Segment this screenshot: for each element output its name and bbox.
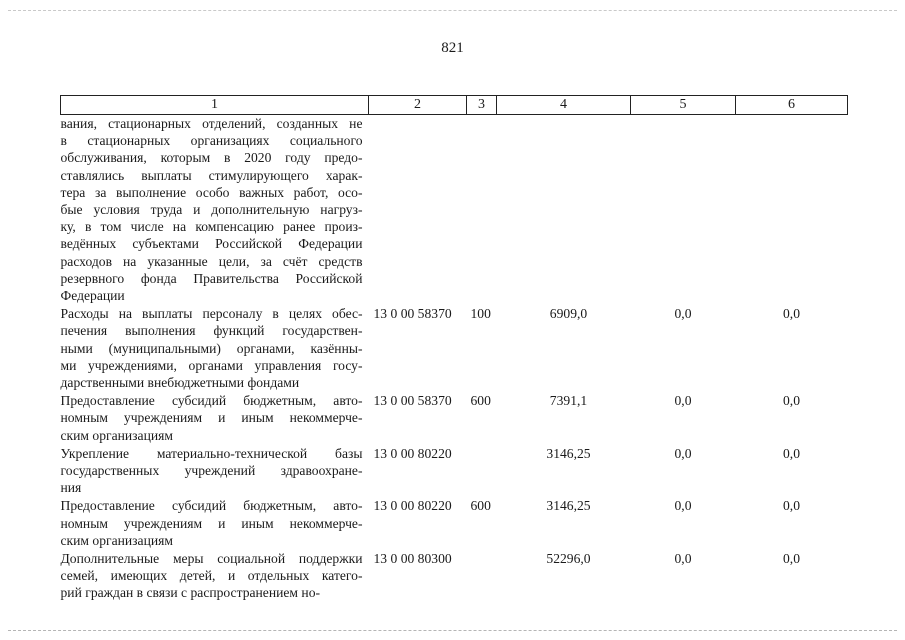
description-line: ским организациям	[60, 532, 173, 548]
amount-column-4: 3146,25	[546, 445, 591, 461]
description-line: Укрепление материально-технической базы	[60, 445, 363, 461]
description-line: ния	[60, 480, 82, 496]
scan-edge-top	[8, 10, 897, 12]
description-line: Федерации	[60, 288, 125, 304]
column-header: 6	[736, 96, 848, 115]
row-description	[61, 444, 369, 497]
description-line: ставлялись выплаты стимулирующего харак-	[60, 167, 363, 183]
row-description	[61, 549, 369, 602]
column-header: 1	[61, 96, 369, 115]
description-line: бые условия труда и дополнительную нагруз-	[60, 202, 363, 218]
budget-table	[60, 95, 848, 602]
description-line: номным учреждениям и иным некоммерче-	[60, 515, 363, 531]
description-line: семей, имеющих детей, и отдельных катего-	[60, 568, 363, 584]
amount-column-6: 0,0	[783, 498, 800, 514]
description-line: вания, стационарных отделений, созданных не	[60, 116, 363, 131]
target-item-code: 13 0 00 80300	[373, 551, 452, 567]
description-line: Дополнительные меры социальной поддержки	[60, 551, 363, 567]
description-line: государственных учреждений здравоохране-	[60, 463, 363, 479]
table-row	[61, 444, 848, 497]
description-line: в стационарных организациях социального	[60, 133, 363, 149]
description-line: дарственными внебюджетными фондами	[60, 375, 300, 391]
description-line: тера за выполнение особо важных работ, осо-	[60, 184, 363, 200]
expense-type-code	[467, 444, 497, 497]
amount-column-6: 0,0	[783, 551, 800, 567]
description-line: Предоставление субсидий бюджетным, авто-	[60, 498, 363, 514]
description-line: печения выполнения функций государствен-	[60, 323, 363, 339]
description-line: расходов на указанные цели, за счёт средств	[60, 253, 363, 269]
amount-column-5: 0,0	[674, 393, 692, 409]
amount-column-6: 0,0	[783, 445, 800, 461]
description-line: обслуживания, которым в 2020 году предо-	[60, 150, 363, 166]
description-line: резервного фонда Правительства Российской	[60, 270, 363, 286]
amount-column-5: 0,0	[674, 306, 692, 322]
description-line: ведённых субъектами Российской Федерации	[60, 236, 363, 252]
table-row	[61, 115, 848, 305]
expense-type-code: 100	[470, 306, 491, 322]
description-line: номным учреждениям и иным некоммерче-	[60, 410, 363, 426]
table-row	[61, 549, 848, 602]
expense-type-code: 600	[470, 498, 491, 514]
description-line: ми учреждениями, органами управления госу-	[60, 357, 363, 373]
row-description	[61, 115, 369, 305]
amount-column-4: 3146,25	[546, 498, 591, 514]
description-line: Предоставление субсидий бюджетным, авто-	[60, 393, 363, 409]
row-description	[61, 496, 369, 549]
table-header-row	[61, 96, 848, 115]
table-body	[61, 115, 848, 602]
target-item-code: 13 0 00 80220	[373, 445, 452, 461]
target-item-code: 13 0 00 58370	[373, 306, 452, 322]
target-item-code: 13 0 00 58370	[373, 393, 452, 409]
description-line: ским организациям	[60, 427, 173, 443]
description-line: ными (муниципальными) органами, казённы-	[60, 340, 363, 356]
target-item-code	[369, 115, 467, 305]
table-row	[61, 391, 848, 444]
description-line: Расходы на выплаты персоналу в целях обес-	[60, 306, 363, 322]
table-row	[61, 496, 848, 549]
expense-type-code	[467, 115, 497, 305]
amount-column-4	[497, 115, 631, 305]
amount-column-6: 0,0	[783, 393, 800, 409]
description-line: рий граждан в связи с распространением но-	[60, 585, 321, 601]
expense-type-code	[467, 549, 497, 602]
table-row	[61, 304, 848, 391]
amount-column-6: 0,0	[783, 306, 800, 322]
amount-column-5: 0,0	[674, 445, 692, 461]
amount-column-4: 52296,0	[546, 551, 591, 567]
scan-edge-bottom	[8, 630, 897, 632]
row-description	[61, 391, 369, 444]
column-header: 2	[369, 96, 467, 115]
column-header: 5	[631, 96, 736, 115]
row-description	[61, 304, 369, 391]
amount-column-4: 7391,1	[549, 393, 588, 409]
amount-column-5	[631, 115, 736, 305]
amount-column-4: 6909,0	[549, 306, 588, 322]
description-line: ку, в том числе на компенсацию ранее произ-	[60, 219, 363, 235]
budget-table-container	[60, 95, 847, 602]
amount-column-5: 0,0	[674, 498, 692, 514]
amount-column-5: 0,0	[674, 551, 692, 567]
column-header: 3	[467, 96, 497, 115]
target-item-code: 13 0 00 80220	[373, 498, 452, 514]
page-number: 821	[441, 40, 464, 56]
expense-type-code: 600	[470, 393, 491, 409]
column-header: 4	[497, 96, 631, 115]
amount-column-6	[736, 115, 848, 305]
